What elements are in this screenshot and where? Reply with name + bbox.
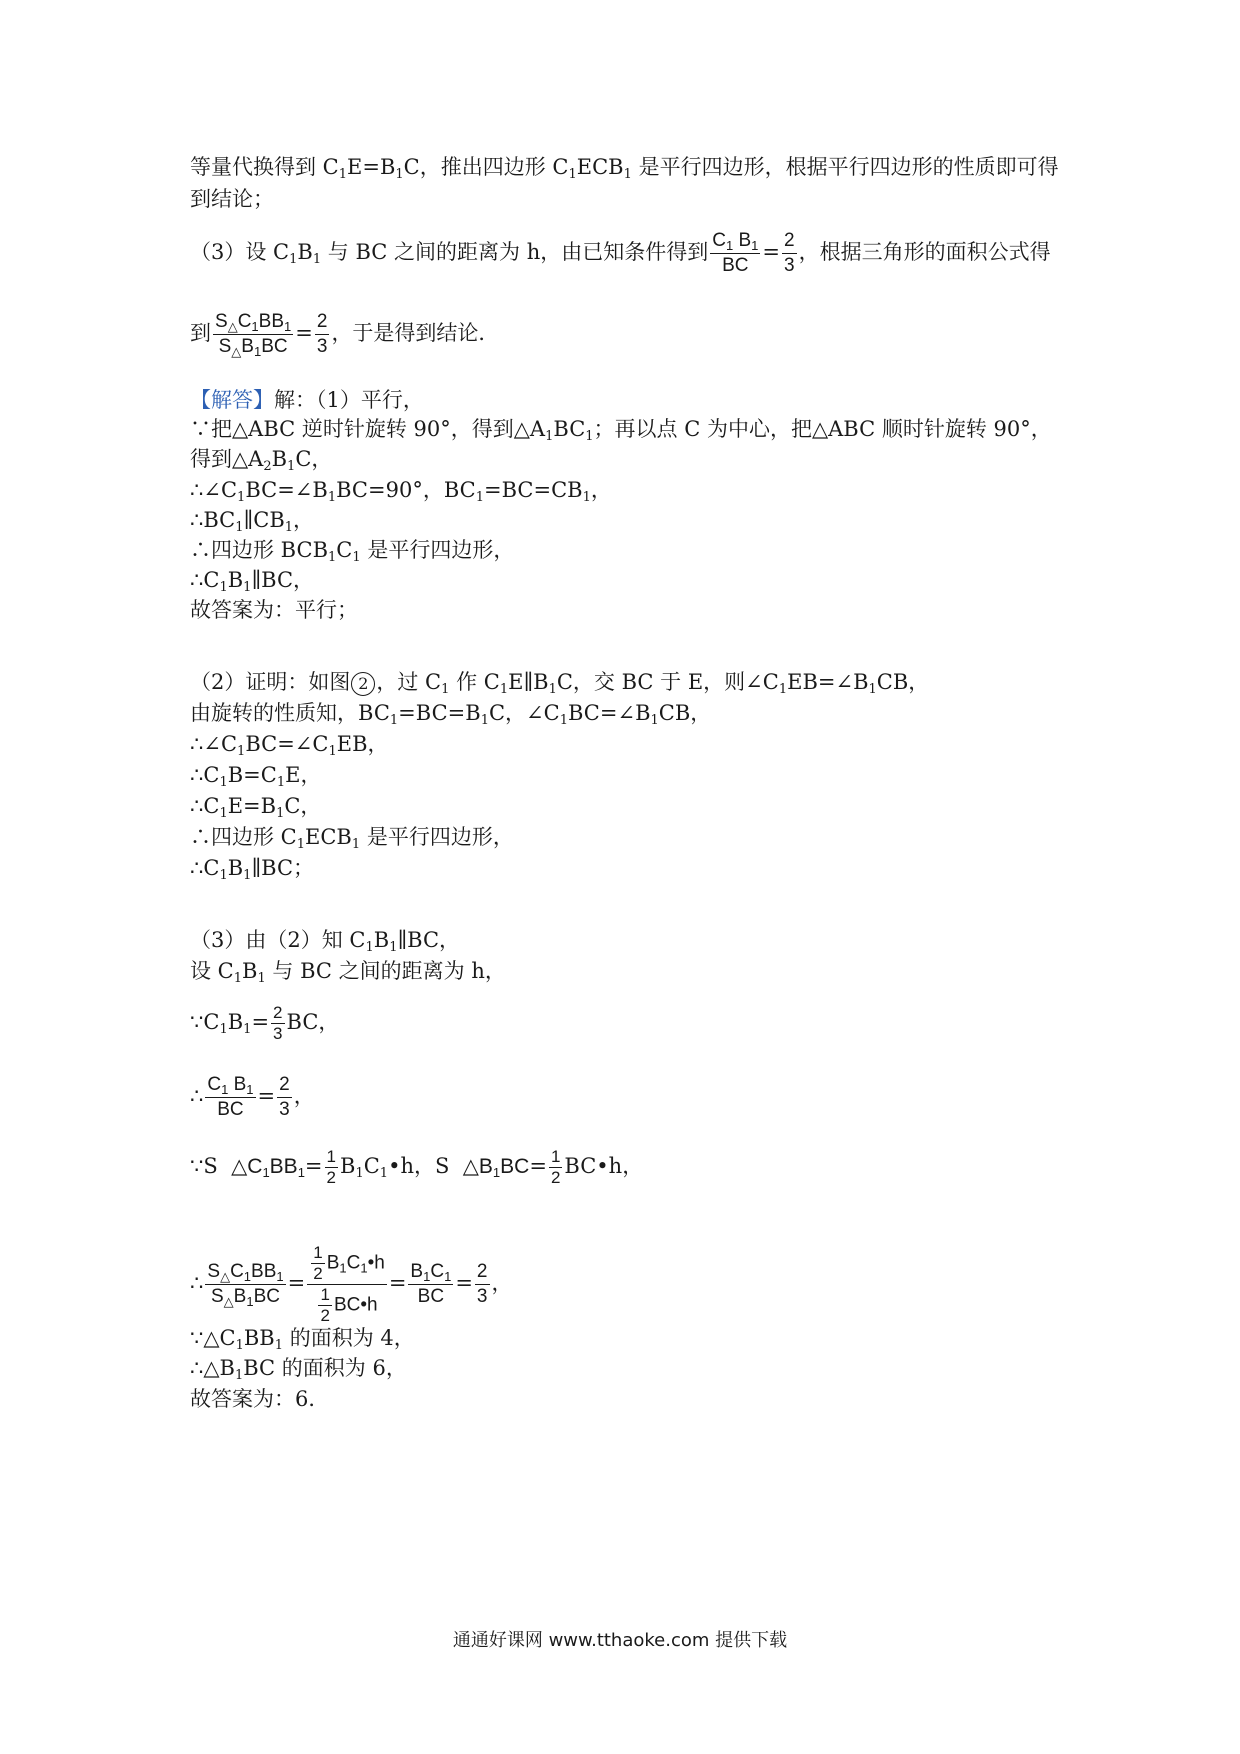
text-line: ∵把△ABC 逆时针旋转 90°，得到$\triangle A_1BC_1$；再以点 C 为中心，把△ABC 顺时针旋转 90°， (190, 417, 1052, 444)
text-line: （3）由（2）知 $C_1B_1\parallel BC$， (190, 928, 461, 955)
fraction: $\frac{2}{3}$ (273, 1003, 283, 1043)
text-line: $\therefore\angle C_1BC=\angle C_1EB$， (190, 732, 389, 759)
text-line: $\because\triangle C_1BB_1$ 的面积为 4， (190, 1326, 415, 1353)
text-line: （3）设 $C_1B_1$ 与 BC 之间的距离为 h，由已知条件得到 $\frac{C_1 B_1}{BC}$ = $\frac{2}{3}$ ，根据三角形的面积公式得 (190, 230, 1051, 276)
text-line: $\therefore C_1B=C_1E$， (190, 763, 322, 790)
fraction: $\frac{2}{3}$ (784, 230, 795, 276)
fraction: $\frac{1}{2}$ (550, 1147, 561, 1187)
text-line: ∴ $\frac{S_\triangle C_1BB_1}{S_\triangle B_1BC}$ = $\frac{1}{2}$ $B_1C_1•h$ $\frac{1}{2}$ BC•h = $\frac{B_1C_1}{BC}$ = $\frac{2}{3}$ ， (190, 1243, 513, 1325)
fraction: $\frac{S_\triangle C_1BB_1}{S_\triangle B_1BC}$ (215, 311, 292, 359)
text-line: $\therefore\triangle B_1BC$ 的面积为 6， (190, 1356, 407, 1383)
text-line: $\therefore C_1B_1\parallel BC$； (190, 856, 315, 883)
fraction: $\frac{1}{2}$ (313, 1243, 323, 1283)
answer-label: 【解答】 (190, 388, 274, 412)
fraction: $\frac{B_1C_1}{BC}$ (410, 1261, 452, 1307)
fraction: $\frac{1}{2}$ (320, 1285, 330, 1325)
fraction: $\frac{C_1 B_1}{BC}$ (712, 230, 759, 276)
text-line: 设 $C_1B_1$ 与 BC 之间的距离为 h， (190, 959, 506, 986)
text-line: 故答案为：平行； (190, 598, 358, 622)
footer-text: 通通好课网 www.tthaoke.com 提供下载 (452, 1630, 788, 1651)
text-line: $\therefore\angle C_1BC=\angle B_1BC=90^\circ$，$BC_1=BC=CB_1$， (190, 478, 612, 505)
text-line: 故答案为：6． (190, 1387, 330, 1411)
text-line: （2）证明：如图 2 ，过 $C_1$ 作 $C_1E\parallel B_1C$，交 BC 于 E，则$\angle C_1EB=\angle B_1CB$， (190, 670, 930, 697)
text-line: 【解答】解：（1）平行， (190, 388, 424, 412)
text-line: 由旋转的性质知，$BC_1=BC=B_1C$，$\angle C_1BC=\angle B_1CB$， (190, 701, 712, 728)
text-line: 得到$\triangle A_2B_1C$， (190, 447, 333, 474)
text-line: ∵S $\triangle C_1BB_1=$ $\frac{1}{2}$ $B_1C_1•h$，S $\triangle B_1BC=$ $\frac{1}{2}$ BC•h， (190, 1147, 644, 1187)
fraction: $\frac{1}{2}$ (326, 1147, 336, 1187)
fraction: $\frac{2}{3}$ (316, 311, 328, 357)
fraction: $\frac{2}{3}$ (279, 1074, 290, 1120)
circled-number: 2 (351, 672, 375, 696)
text-line: 等量代换得到 $C_1E=B_1C$，推出四边形 $C_1ECB_1$ 是平行四边形，根据平行四边形的性质即可得 (190, 155, 1059, 182)
text-line: ∴四边形 $BCB_1C_1$ 是平行四边形， (190, 538, 515, 565)
text-line: 到 $\frac{S_\triangle C_1BB_1}{S_\triangle B_1BC}$ = $\frac{2}{3}$ ，于是得到结论． (190, 311, 500, 359)
fraction: $\frac{1}{2}$ $B_1C_1•h$ $\frac{1}{2}$ BC•h (307, 1243, 387, 1326)
fraction: $\frac{C_1 B_1}{BC}$ (207, 1074, 254, 1120)
text-line: $\therefore C_1E=B_1C$， (190, 794, 322, 821)
fraction: $\frac{S_\triangle C_1BB_1}{S_\triangle B_1BC}$ (207, 1261, 284, 1309)
text-line: ∴四边形 $C_1ECB_1$ 是平行四边形， (190, 825, 514, 852)
text-line: ∴ $\frac{C_1 B_1}{BC}$ = $\frac{2}{3}$ ， (190, 1074, 315, 1120)
text-line: $\therefore C_1B_1\parallel BC$， (190, 568, 315, 595)
fraction: $\frac{2}{3}$ (476, 1261, 488, 1307)
text-line: $\therefore BC_1\parallel CB_1$， (190, 508, 315, 535)
text-line: $\because C_1B_1=$ $\frac{2}{3}$ BC， (190, 1003, 340, 1043)
text-line: 到结论； (190, 187, 274, 211)
